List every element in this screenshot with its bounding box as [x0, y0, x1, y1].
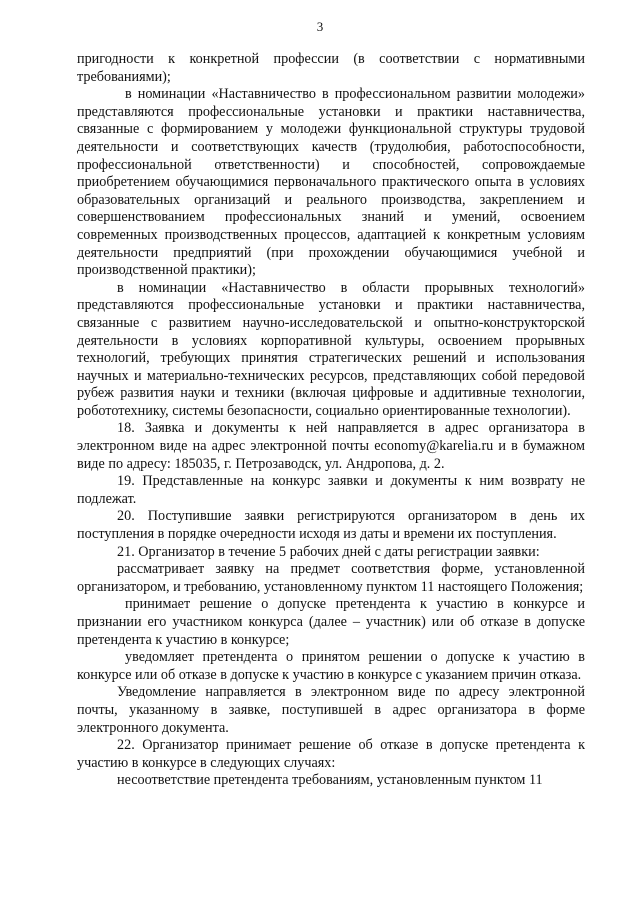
paragraph-21-review: рассматривает заявку на предмет соответствия форме, установленной организатором, и требованию, установленному пунктом 11 настоящего Положения; [77, 561, 585, 595]
paragraph-21: 21. Организатор в течение 5 рабочих дней с даты регистрации заявки: [117, 543, 540, 560]
paragraph-18: 18. Заявка и документы к ней направляется в адрес организатора в электронном виде на адрес электронной почты economy@karelia.ru и в бумажном виде по адресу: 185035, г. Петрозаводск, ул. Андропова, д. 2. [77, 420, 585, 472]
paragraph-22-case: несоответствие претендента требованиям, установленным пунктом 11 [117, 772, 543, 789]
paragraph-notification: Уведомление направляется в электронном виде по адресу электронной почты, указанному в заявке, поступившей в адрес организатора в форме электронного документа. [77, 684, 585, 736]
paragraph-nomination-youth: в номинации «Наставничество в профессиональном развитии молодежи» представляются профессиональные установки и практики наставничества, связанные с формированием у молодежи функциональной структуры трудовой деятельности и соответствующих качеств (трудолюбия, работоспособности, профессиональной ответственности) и способностей, сопровождаемые приобретением обучающимися первоначального практического опыта в условиях образовательных организаций и реального производства, закреплением и совершенствованием профессиональных знаний и умений, освоением современных производственных процессов, адаптацией к конкретным условиям деятельности предприятий (при прохождении обучающимися учебной и производственной практики); [77, 86, 585, 279]
paragraph-21-notify: уведомляет претендента о принятом решении о допуске к участию в конкурсе или об отказе в допуске к участию в конкурсе с указанием причин отказа. [77, 649, 585, 683]
paragraph-19: 19. Представленные на конкурс заявки и документы к ним возврату не подлежат. [77, 473, 585, 507]
paragraph-nomination-technology: в номинации «Наставничество в области прорывных технологий» представляются профессиональные установки и практики наставничества, связанные с развитием научно-исследовательской и опытно-конструкторской деятельности в условиях корпоративной культуры, освоением прорывных технологий, требующих принятия стратегических решений и использования научных и материально-технических ресурсов, представляющих собой передовой рубеж развития науки и техники (включая цифровые и аддитивные технологии, робототехнику, системы безопасности, социально ориентированные технологии). [77, 279, 585, 419]
paragraph-22: 22. Организатор принимает решение об отказе в допуске претендента к участию в конкурсе в следующих случаях: [77, 737, 585, 771]
paragraph-21-decision: принимает решение о допуске претендента к участию в конкурсе и признании его участником конкурса (далее – участник) или об отказе в допуске претендента к участию в конкурсе; [77, 596, 585, 648]
paragraph-continuation: пригодности к конкретной профессии (в соответствии с нормативными требованиями); [77, 51, 585, 85]
paragraph-20: 20. Поступившие заявки регистрируются организатором в день их поступления в порядке очередности исходя из даты и времени их поступления. [77, 508, 585, 543]
document-body [77, 51, 585, 790]
page-number: 3 [316, 19, 324, 34]
